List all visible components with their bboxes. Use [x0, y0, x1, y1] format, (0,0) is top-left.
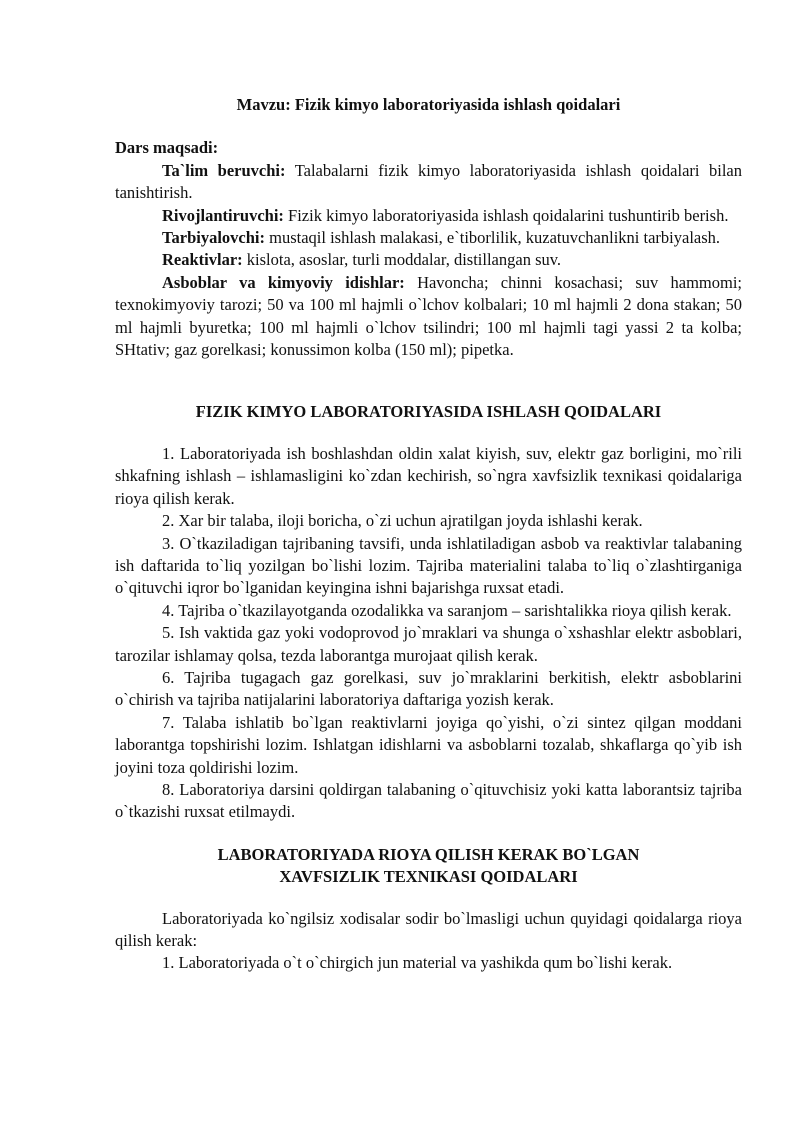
rule-item: 4. Tajriba o`tkazilayotganda ozodalikka va saranjom – sarishtalikka rioya qilish kerak.	[162, 600, 732, 620]
safety-heading-line-1: LABORATORIYADA RIOYA QILISH KERAK BO`LGAN	[217, 844, 640, 864]
goal-item	[115, 227, 742, 249]
goal-label: Rivojlantiruvchi:	[162, 205, 284, 225]
goal-label: Ta`lim beruvchi:	[162, 160, 286, 180]
goal-text: mustaqil ishlash malakasi, e`tiborlilik, kuzatuvchanlikni tarbiyalash.	[265, 228, 721, 248]
goal-label: Tarbiyalovchi:	[162, 228, 265, 248]
goals-heading: Dars maqsadi:	[115, 138, 219, 158]
rule-item: 2. Xar bir talaba, iloji boricha, o`zi uchun ajratilgan joyda ishlashi kerak.	[162, 511, 643, 531]
safety-rule-item: 1. Laboratoriyada o`t o`chirgich jun material va yashikda qum bo`lishi kerak.	[162, 953, 673, 973]
goal-text: Talabalarni fizik kimyo laboratoriyasida ishlash qoidalari bilan tanishtirish.	[115, 160, 742, 203]
rule-item: 5. Ish vaktida gaz yoki vodoprovod jo`mraklari va shunga o`xshashlar elektr asboblari, tarozilar ishlamay qolsa, tezda laborantga murojaat qilish kerak.	[115, 623, 742, 665]
rule-item: 6. Tajriba tugagach gaz gorelkasi, suv jo`mraklarini berkitish, elektr asboblarini o`chirish va tajriba natijalarini laboratoriya daftariga yozish kerak.	[115, 667, 742, 710]
safety-heading	[115, 844, 742, 889]
safety-heading-line-2: XAVFSIZLIK TEXNIKASI QOIDALARI	[279, 867, 578, 887]
rules-heading: FIZIK KIMYO LABORATORIYASIDA ISHLASH QOIDALARI	[195, 402, 662, 422]
rule-item: 8. Laboratoriya darsini qoldirgan talabaning o`qituvchisiz yoki katta laborantsiz tajriba o`tkazishi ruxsat etilmaydi.	[115, 779, 742, 822]
rule-item: 1. Laboratoriyada ish boshlashdan oldin xalat kiyish, suv, elektr gaz borligini, mo`rili shkafning ishlash – ishlamasligini ko`zdan kechirish, so`ngra xavfsizlik texnikasi qoidalariga rioya qilish kerak.	[115, 443, 742, 508]
rule-item: 7. Talaba ishlatib bo`lgan reaktivlarni joyiga qo`yishi, o`zi sintez qilgan moddani laborantga topshirishi lozim. Ishlatgan idishlarni va asboblarni tozalab, shkaflarga qo`yib ish joyini toza qoldirishi lozim.	[115, 712, 742, 777]
safety-intro: Laboratoriyada ko`ngilsiz xodisalar sodir bo`lmasligi uchun quyidagi qoidalarga rioya qilish kerak:	[115, 908, 742, 950]
goal-item	[115, 249, 742, 271]
goal-item	[115, 272, 742, 362]
document-title: Mavzu: Fizik kimyo laboratoriyasida ishlash qoidalari	[236, 95, 621, 114]
goal-item	[115, 205, 742, 227]
goal-text: Havoncha; chinni kosachasi; suv hammomi; texnokimyoviy tarozi; 50 va 100 ml hajmli o`lchov kolbalari; 10 ml hajmli 2 dona stakan; 50 ml hajmli byuretka; 100 ml hajmli o`lchov tsilindri; 100 ml hajmli tagi yassi 2 ta kolba; SHtativ; gaz gorelkasi; konussimon kolba (150 ml); pipetka.	[115, 272, 743, 360]
goal-item	[115, 160, 742, 205]
rule-item: 3. O`tkaziladigan tajribaning tavsifi, unda ishlatiladigan asbob va reaktivlar talabaning ish daftarida to`liq yozilgan bo`lishi lozim. Tajriba materialini talaba to`liq o`zlashtirganiga o`qituvchi iqror bo`lganidan keyingina ishni bajarishga ruxsat etadi.	[115, 533, 742, 598]
goal-text: Fizik kimyo laboratoriyasida ishlash qoidalarini tushuntirib berish.	[283, 205, 729, 225]
goal-text: kislota, asoslar, turli moddalar, distillangan suv.	[242, 250, 562, 270]
goal-label: Reaktivlar:	[162, 250, 243, 270]
goal-label: Asboblar va kimyoviy idishlar:	[162, 272, 405, 292]
